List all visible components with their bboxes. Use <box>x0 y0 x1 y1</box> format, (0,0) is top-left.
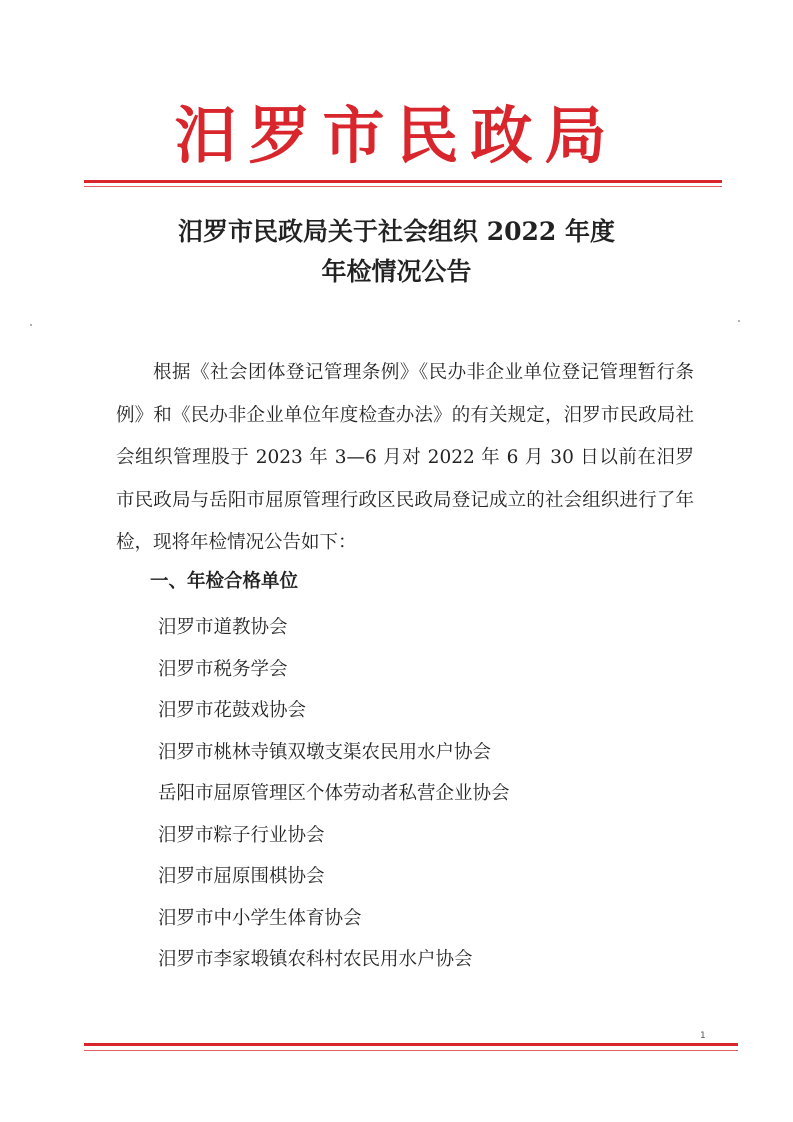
list-item: 汨罗市花鼓戏协会 <box>158 700 307 721</box>
document-title <box>0 212 793 292</box>
header-red-rule <box>84 180 722 183</box>
qualified-organization-list <box>158 613 510 987</box>
list-item: 汨罗市粽子行业协会 <box>158 824 325 846</box>
footer-red-rule-thin <box>84 1050 738 1051</box>
list-item: 岳阳市屈原管理区个体劳动者私营企业协会 <box>158 783 510 804</box>
scan-speck <box>30 324 32 326</box>
page-number: 1 <box>700 1031 706 1041</box>
scan-speck <box>738 320 740 322</box>
header-red-rule-thin <box>84 186 722 187</box>
section-heading-qualified: 一、年检合格单位 <box>150 571 299 592</box>
document-title-line1: 汨罗市民政局关于社会组织 2022 年度 <box>178 217 615 246</box>
list-item: 汨罗市道教协会 <box>158 617 288 638</box>
list-item: 汨罗市税务学会 <box>158 658 288 680</box>
list-item: 汨罗市屈原围棋协会 <box>158 866 325 887</box>
list-item: 汨罗市桃林寺镇双墩支渠农民用水户协会 <box>158 741 492 763</box>
list-item: 汨罗市李家塅镇农科村农民用水户协会 <box>158 949 473 970</box>
intro-paragraph: 根据《社会团体登记管理条例》《民办非企业单位登记管理暂行条例》和《民办非企业单位年度检查办法》的有关规定，汨罗市民政局社会组织管理股于 2023 年 3—6 月对 2022 年 6 月 30 日以前在汨罗市民政局与岳阳市屈原管理行政区民政局登记成立的社会组织进行了年检，现将年检情况公告如下： <box>116 362 694 553</box>
list-item: 汨罗市中小学生体育协会 <box>158 907 362 929</box>
intro-paragraph-block <box>116 352 694 565</box>
document-title-line2: 年检情况公告 <box>321 257 472 286</box>
issuer-header: 汨罗市民政局 <box>174 99 619 172</box>
footer-red-rule <box>84 1043 738 1046</box>
